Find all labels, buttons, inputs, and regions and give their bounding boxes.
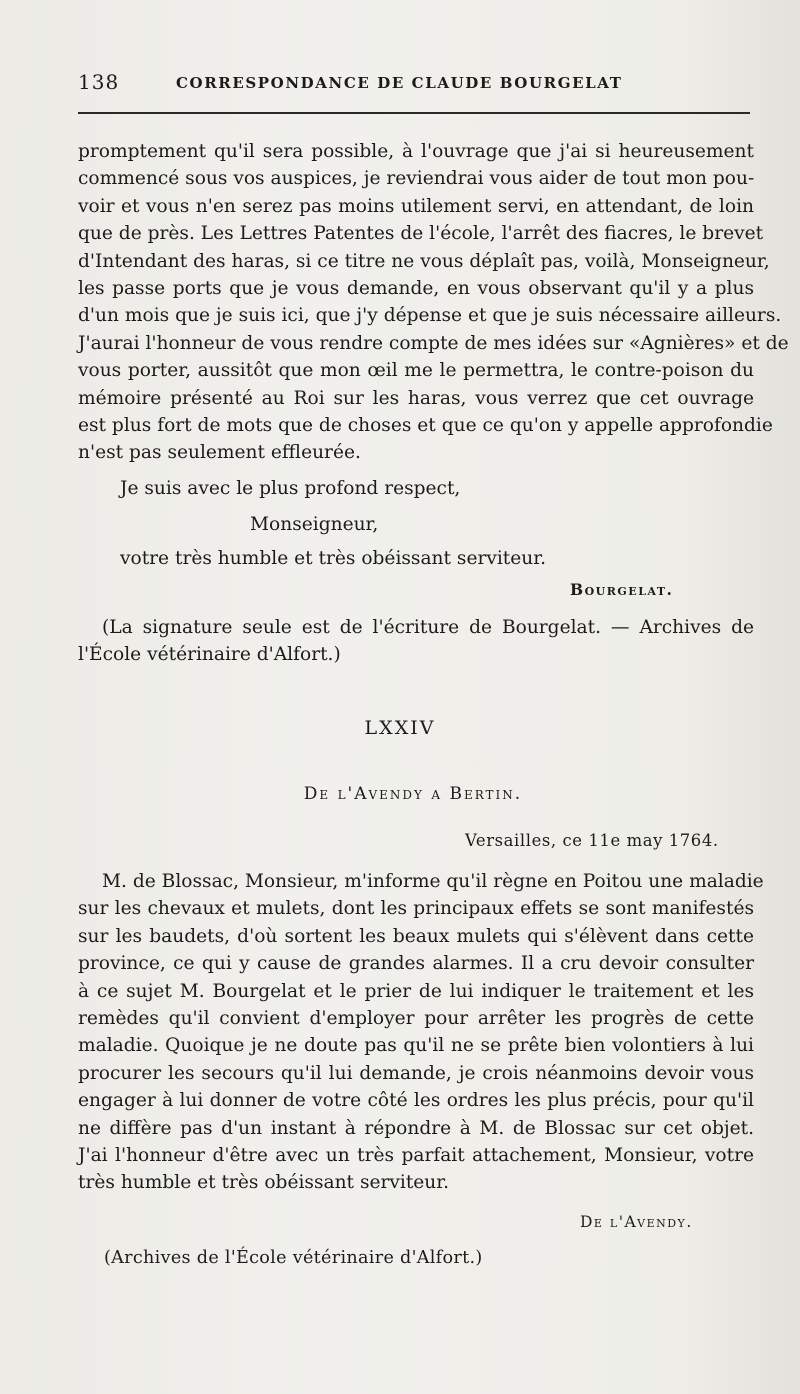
text-line: n'est pas seulement effleurée.	[78, 442, 361, 464]
signature-bourgelat: Bourgelat.	[570, 580, 674, 599]
text-line: (La signature seule est de l'écriture de Bourgelat. — Archives de	[102, 617, 754, 638]
text-line: que de près. Les Lettres Patentes de l'école, l'arrêt des fiacres, le brevet	[78, 223, 764, 245]
letter1-body	[78, 138, 789, 467]
text-line: l'École vétérinaire d'Alfort.)	[78, 644, 341, 666]
text-line: province, ce qui y cause de grandes alarmes. Il a cru devoir consulter	[78, 953, 754, 975]
text-line: commencé sous vos auspices, je reviendrai vous aider de tout mon pou-	[78, 168, 755, 190]
text-line: à ce sujet M. Bourgelat et le prier de lui indiquer le traitement et les	[78, 980, 754, 1002]
salutation: Monseigneur,	[250, 514, 379, 535]
text-line: vous porter, aussitôt que mon œil me le permettra, le contre-poison du	[78, 360, 754, 382]
text-line: est plus fort de mots que de choses et que ce qu'on y appelle approfondie	[78, 415, 773, 437]
closing-formula: Je suis avec le plus profond respect,	[120, 478, 461, 499]
text-line: remèdes qu'il convient d'employer pour arrêter les progrès de cette	[78, 1008, 754, 1030]
text-line: sur les baudets, d'où sortent les beaux mulets qui s'élèvent dans cette	[78, 925, 754, 947]
page-number: 138	[78, 70, 120, 94]
letter2-body	[78, 868, 764, 1197]
dateline: Versailles, ce 11e may 1764.	[465, 831, 719, 850]
text-line: procurer les secours qu'il lui demande, je crois néanmoins devoir vous	[78, 1062, 754, 1084]
page-header	[78, 70, 758, 100]
text-line: voir et vous n'en serez pas moins utilement servi, en attendant, de loin	[78, 195, 754, 217]
text-line: engager à lui donner de votre côté les ordres les plus précis, pour qu'il	[78, 1090, 754, 1112]
letter-title: De l'Avendy a Bertin.	[303, 784, 523, 804]
text-line: J'aurai l'honneur de vous rendre compte de mes idées sur «Agnières» et de	[78, 332, 789, 354]
text-line: mémoire présenté au Roi sur les haras, vous verrez que cet ouvrage	[78, 387, 754, 409]
signature-de-lavendy: De l'Avendy.	[580, 1213, 693, 1231]
text-line: les passe ports que je vous demande, en vous observant qu'il y a plus	[78, 278, 754, 300]
text-line: d'Intendant des haras, si ce titre ne vous déplaît pas, voilà, Monseigneur,	[78, 250, 770, 272]
text-line: M. de Blossac, Monsieur, m'informe qu'il règne en Poitou une maladie	[102, 871, 764, 892]
text-line: très humble et très obéissant serviteur.	[78, 1172, 450, 1194]
text-line: sur les chevaux et mulets, dont les principaux effets se sont manifestés	[78, 898, 754, 920]
text-line: J'ai l'honneur d'être avec un très parfait attachement, Monsieur, votre	[78, 1145, 754, 1167]
archive-note-1	[78, 614, 754, 669]
letter-numeral: LXXIV	[364, 717, 436, 739]
text-line: ne diffère pas d'un instant à répondre à M. de Blossac sur cet objet.	[78, 1117, 754, 1139]
header-rule	[78, 112, 750, 114]
text-line: promptement qu'il sera possible, à l'ouvrage que j'ai si heureusement	[78, 141, 754, 162]
running-title: CORRESPONDANCE DE CLAUDE BOURGELAT	[176, 74, 623, 92]
text-line: maladie. Quoique je ne doute pas qu'il ne se prête bien volontiers à lui	[78, 1035, 754, 1057]
text-line: d'un mois que je suis ici, que j'y dépense et que je suis nécessaire ailleurs.	[78, 305, 782, 327]
archive-note-2: (Archives de l'École vétérinaire d'Alfort.)	[104, 1248, 483, 1268]
servant-formula: votre très humble et très obéissant serviteur.	[120, 548, 547, 569]
